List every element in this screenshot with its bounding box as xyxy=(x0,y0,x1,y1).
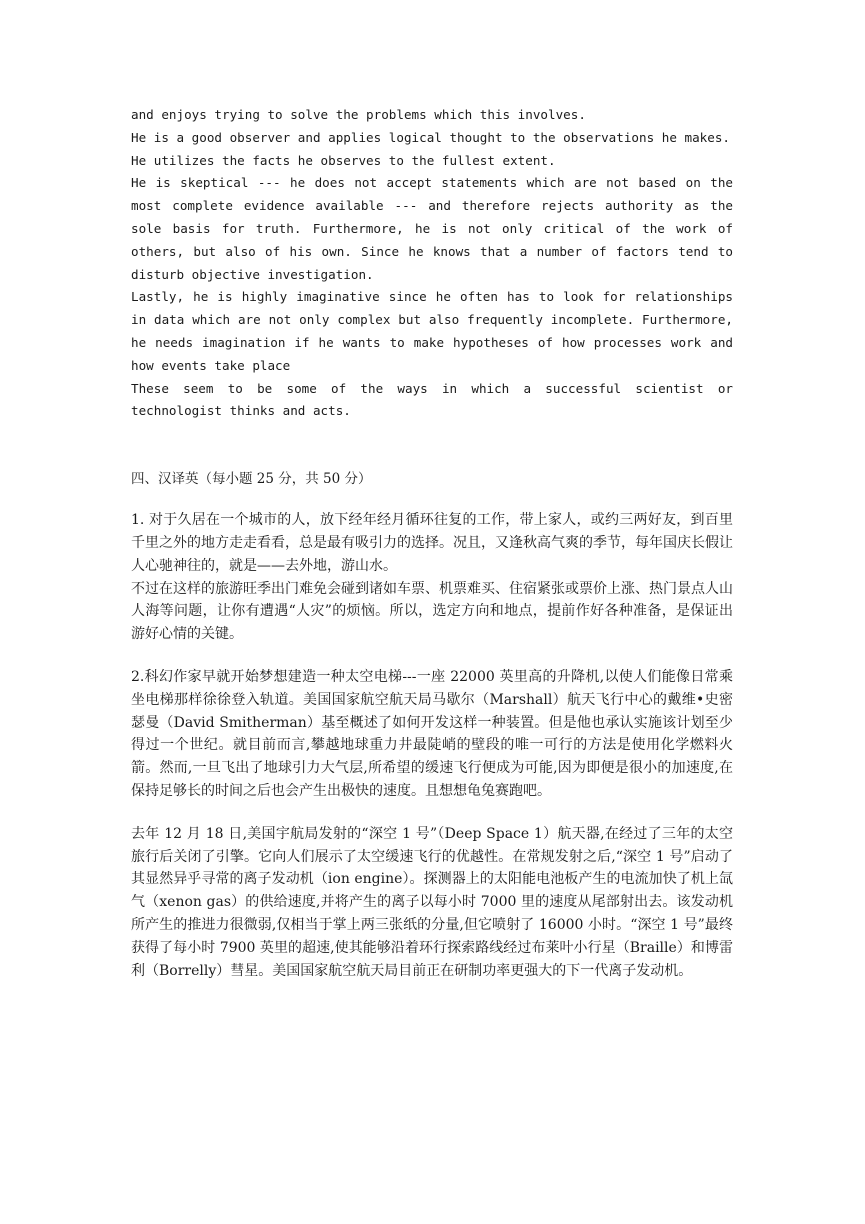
blank-space xyxy=(131,490,733,509)
question-paragraph: 不过在这样的旅游旺季出门难免会碰到诸如车票、机票难买、住宿紧张或票价上涨、热门景点人山人海等问题，让你有遭遇“人灾”的烦恼。所以，选定方向和地点，提前作好各种准备，是保证出游好心情的关键。 xyxy=(131,580,733,643)
blank-space xyxy=(131,423,733,468)
question-paragraph: 1. 对于久居在一个城市的人，放下经年经月循环往复的工作，带上家人，或约三两好友，到百里千里之外的地方走走看看，总是最有吸引力的选择。况且，又逢秋高气爽的季节，每年国庆长假让人心驰神往的，就是——去外地，游山水。 xyxy=(131,512,733,574)
question-1 xyxy=(131,509,733,646)
english-paragraph: He is a good observer and applies logical thought to the observations he makes. xyxy=(131,129,730,145)
english-paragraph: These seem to be some of the ways in which a successful scientist or technologist thinks and acts. xyxy=(131,380,733,419)
english-paragraph: Lastly, he is highly imaginative since he often has to look for relationships in data which are not only complex but also frequently incomplete. Furthermore, he needs imagination if he wants to make hypotheses of how processes work and how events take place xyxy=(131,289,733,373)
section-heading: 四、汉译英（每小题 25 分，共 50 分） xyxy=(131,471,372,488)
english-paragraph: He utilizes the facts he observes to the fullest extent. xyxy=(131,152,556,168)
question-2 xyxy=(131,666,733,982)
question-paragraph: 2.科幻作家早就开始梦想建造一种太空电梯---一座 22000 英里高的升降机,以使人们能像日常乘坐电梯那样徐徐登入轨道。美国国家航空航天局马歇尔（Marshall）航天飞行中心的戴维•史密瑟曼（David Smitherman）基至概述了如何开发这样一种装置。但是他也承认实施该计划至少得过一个世纪。就目前而言,攀越地球重力井最陡峭的壁段的唯一可行的方法是使用化学燃料火箭。然而,一旦飞出了地球引力大气层,所希望的缓速飞行便成为可能,因为即便是很小的加速度,在保持足够长的时间之后也会产生出极快的速度。且想想龟兔赛跑吧。 xyxy=(131,668,733,799)
blank-space xyxy=(131,646,733,666)
english-paragraph: and enjoys trying to solve the problems which this involves. xyxy=(131,107,586,122)
blank-space xyxy=(131,803,733,823)
question-paragraph: 去年 12 月 18 日,美国宇航局发射的“深空 1 号”（Deep Space 1）航天器,在经过了三年的太空旅行后关闭了引擎。它向人们展示了太空缓速飞行的优越性。在常规发射之后,“深空 1 号”启动了其显然异乎寻常的离子发动机（ion engine）。探测器上的太阳能电池板产生的电流加快了机上氙气（xenon gas）的供给速度,并将产生的离子以每小时 7000 里的速度从尾部射出去。该发动机所产生的推进力很微弱,仅相当于掌上两三张纸的分量,但它喷射了 16000 小时。“深空 1 号”最终获得了每小时 7900 英里的超速,使其能够沿着环行探索路线经过布莱叶小行星（Braille）和博雷利（Borrelly）彗星。美国国家航空航天局目前正在研制功率更强大的下一代离子发动机。 xyxy=(131,825,733,979)
english-paragraph: He is skeptical --- he does not accept statements which are not based on the most complete evidence available --- and therefore rejects authority as the sole basis for truth. Furthermore, he is not only critical of the work of others, but also of his own. Since he knows that a number of factors tend to disturb objective investigation. xyxy=(131,175,733,282)
document-page xyxy=(131,104,733,982)
english-passage xyxy=(131,104,733,423)
